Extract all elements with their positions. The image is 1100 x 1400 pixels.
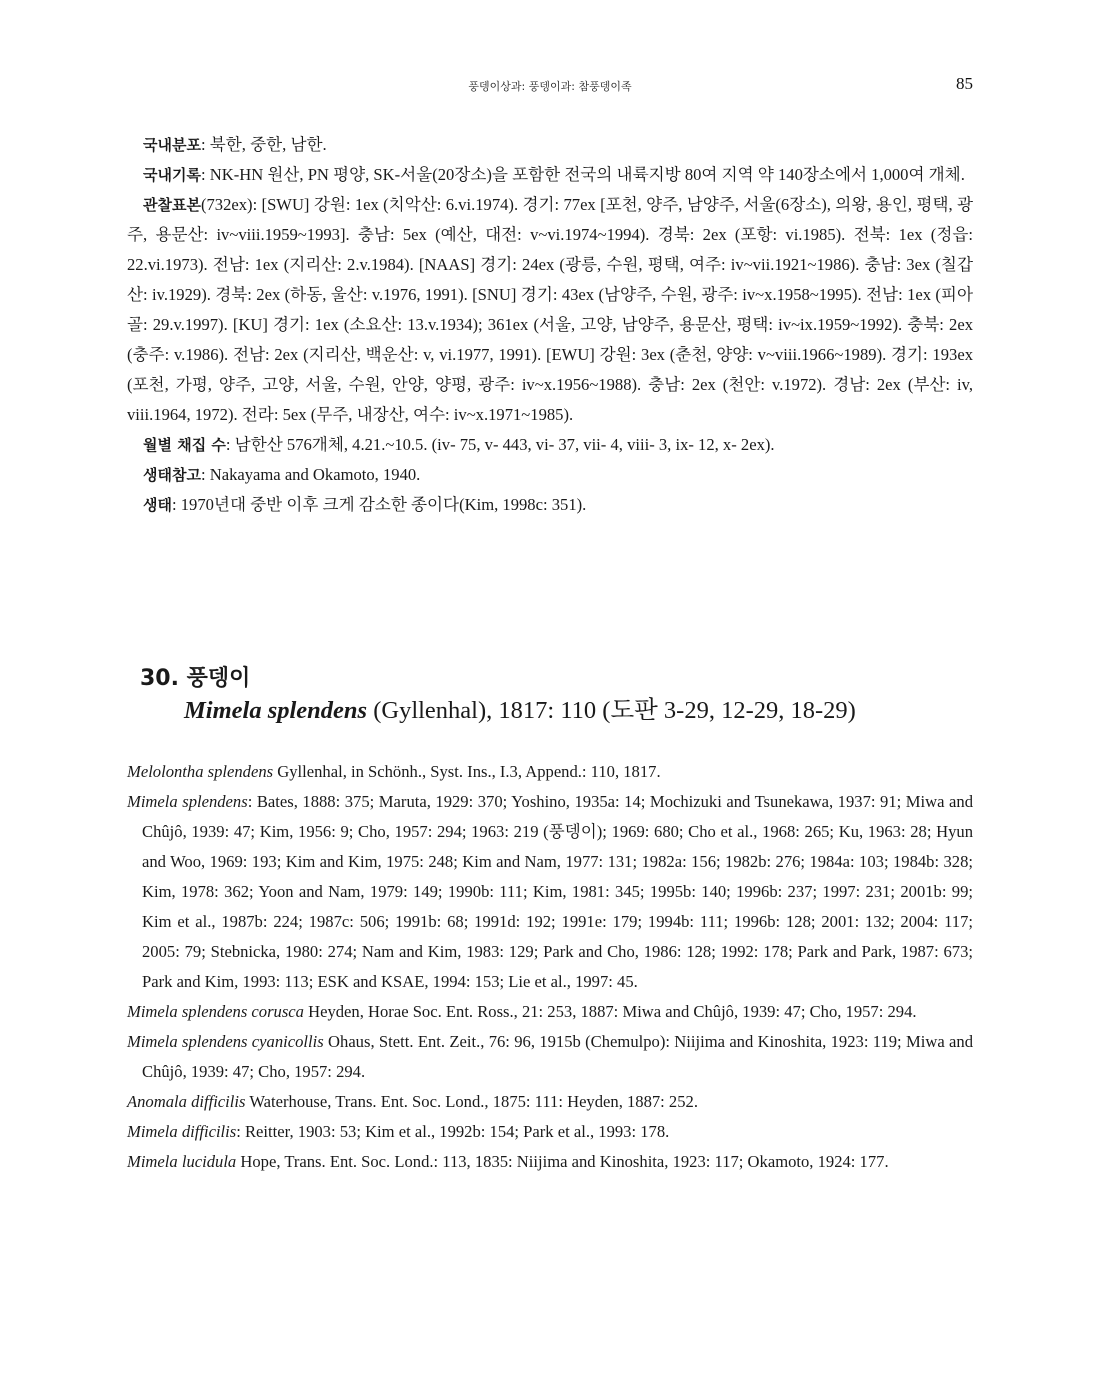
synonym-taxon: Mimela splendens bbox=[127, 792, 248, 811]
examined-specimens bbox=[127, 190, 973, 430]
synonym-taxon: Melolontha splendens bbox=[127, 762, 274, 781]
entry-text: : 남한산 576개체, 4.21.~10.5. (iv- 75, v- 443, vi- 37, vii- 4, viii- 3, ix- 12, x- 2ex). bbox=[225, 435, 775, 454]
species-name-line bbox=[184, 694, 980, 728]
synonym-entry bbox=[127, 787, 973, 997]
entry-label: 국내기록 bbox=[143, 166, 201, 184]
synonym-citation: Ohaus, Stett. Ent. Zeit., 76: 96, 1915b (Chemulpo): Niijima and Kinoshita, 1923: 119; Miwa and Chûjô, 1939: 47; Cho, 1957: 294. bbox=[142, 1032, 973, 1081]
species-korean-name: 풍뎅이 bbox=[186, 666, 251, 691]
synonym-citation: Hope, Trans. Ent. Soc. Lond.: 113, 1835: Niijima and Kinoshita, 1923: 117; Okamoto, 1924: 177. bbox=[236, 1152, 889, 1171]
synonym-entry bbox=[127, 1147, 973, 1177]
synonymy-list bbox=[127, 757, 973, 1177]
entry-label: 생태참고 bbox=[143, 466, 201, 484]
page-number: 85 bbox=[956, 74, 973, 93]
entry-label: 생태 bbox=[143, 496, 172, 514]
species-number-line bbox=[140, 664, 980, 694]
entry-text: (732ex): [SWU] 강원: 1ex (치악산: 6.vi.1974). 경기: 77ex [포천, 양주, 남양주, 서울(6장소), 의왕, 용인, 평택, 광주, 용문산: iv~viii.1959~1993]. 충남: 5ex (예산, 대전: v~vi.1974~1994). 경북: 2ex (포항: vi.1985). 전북: 1ex (정읍: 22.vi.1973). 전남: 1ex (지리산: 2.v.1984). [NAAS] 경기: 24ex (광릉, 수원, 평택, 여주: iv~vii.1921~1986). 충남: 3ex (칠갑산: iv.1929). 경북: 2ex (하동, 울산: v.1976, 1991). [SNU] 경기: 43ex (남양주, 수원, 광주: iv~x.1958~1995). 전남: 1ex (피아골: 29.v.1997). [KU] 경기: 1ex (소요산: 13.v.1934); 361ex (서울, 고양, 남양주, 용문산, 평택: iv~ix.1959~1992). 충북: 2ex (충주: v.1986). 전남: 2ex (지리산, 백운산: v, vi.1977, 1991). [EWU] 강원: 3ex (춘천, 양양: v~viii.1966~1989). 경기: 193ex (포천, 가평, 양주, 고양, 서울, 수원, 안양, 양평, 광주: iv~x.1956~1988). 충남: 2ex (천안: v.1972). 경남: 2ex (부산: iv, viii.1964, 1972). 전라: 5ex (무주, 내장산, 여수: iv~x.1971~1985). bbox=[127, 195, 973, 424]
synonym-taxon: Anomala difficilis bbox=[127, 1092, 246, 1111]
ecology bbox=[127, 490, 973, 520]
domestic-records bbox=[127, 160, 973, 190]
species-heading bbox=[140, 664, 980, 728]
synonym-citation: Waterhouse, Trans. Ent. Soc. Lond., 1875: 111: Heyden, 1887: 252. bbox=[245, 1092, 698, 1111]
synonym-taxon: Mimela difficilis bbox=[127, 1122, 237, 1141]
entry-text: : 1970년대 중반 이후 크게 감소한 종이다(Kim, 1998c: 351). bbox=[171, 495, 587, 514]
entry-text: : Nakayama and Okamoto, 1940. bbox=[200, 465, 421, 484]
species-authority: (Gyllenhal), 1817: 110 (도판 3-29, 12-29, 18-29) bbox=[373, 697, 856, 724]
synonym-citation: Gyllenhal, in Schönh., Syst. Ins., I.3, Append.: 110, 1817. bbox=[273, 762, 661, 781]
synonym-taxon: Mimela splendens corusca bbox=[127, 1002, 304, 1021]
synonym-citation: Heyden, Horae Soc. Ent. Ross., 21: 253, 1887: Miwa and Chûjô, 1939: 47; Cho, 1957: 294. bbox=[303, 1002, 917, 1021]
synonym-citation: : Reitter, 1903: 53; Kim et al., 1992b: 154; Park et al., 1993: 178. bbox=[236, 1122, 670, 1141]
synonym-entry bbox=[127, 1117, 973, 1147]
species-scientific-name: Mimela splendens bbox=[184, 697, 368, 724]
entry-text: : NK-HN 원산, PN 평양, SK-서울(20장소)을 포함한 전국의 내륙지방 80여 지역 약 140장소에서 1,000여 개체. bbox=[200, 165, 965, 184]
synonym-taxon: Mimela splendens cyanicollis bbox=[127, 1032, 324, 1051]
synonym-taxon: Mimela lucidula bbox=[127, 1152, 237, 1171]
distribution-section bbox=[127, 130, 973, 520]
entry-label: 월별 채집 수 bbox=[143, 436, 226, 454]
entry-text: : 북한, 중한, 남한. bbox=[200, 135, 327, 154]
synonym-citation: : Bates, 1888: 375; Maruta, 1929: 370; Yoshino, 1935a: 14; Mochizuki and Tsunekawa, 1937: 91; Miwa and Chûjô, 1939: 47; Kim, 1956: 9; Cho, 1957: 294; 1963: 219 (풍뎅이); 1969: 680; Cho et al., 1968: 265; Ku, 1963: 28; Hyun and Woo, 1969: 193; Kim and Kim, 1975: 248; Kim and Nam, 1977: 131; 1982a: 156; 1982b: 276; 1984a: 103; 1984b: 328; Kim, 1978: 362; Yoon and Nam, 1979: 149; 1990b: 111; Kim, 1981: 345; 1995b: 140; 1996b: 237; 1997: 231; 2001b: 99; Kim et al., 1987b: 224; 1987c: 506; 1991b: 68; 1991d: 192; 1991e: 179; 1994b: 111; 1996b: 128; 2001: 132; 2004: 117; 2005: 79; Stebnicka, 1980: 274; Nam and Kim, 1983: 129; Park and Cho, 1986: 128; 1992: 178; Park and Park, 1987: 673; Park and Kim, 1993: 113; ESK and KSAE, 1994: 153; Lie et al., 1997: 45. bbox=[142, 792, 974, 991]
synonym-entry bbox=[127, 757, 973, 787]
synonym-entry bbox=[127, 997, 973, 1027]
running-head: 풍뎅이상과: 풍뎅이과: 참풍뎅이족 bbox=[468, 80, 632, 93]
monthly-collections bbox=[127, 430, 973, 460]
species-number: 30. bbox=[140, 666, 179, 691]
domestic-distribution bbox=[127, 130, 973, 160]
entry-label: 관찰표본 bbox=[143, 196, 201, 214]
ecology-reference bbox=[127, 460, 973, 490]
synonym-entry bbox=[127, 1027, 973, 1087]
synonym-entry bbox=[127, 1087, 973, 1117]
entry-label: 국내분포 bbox=[143, 136, 201, 154]
